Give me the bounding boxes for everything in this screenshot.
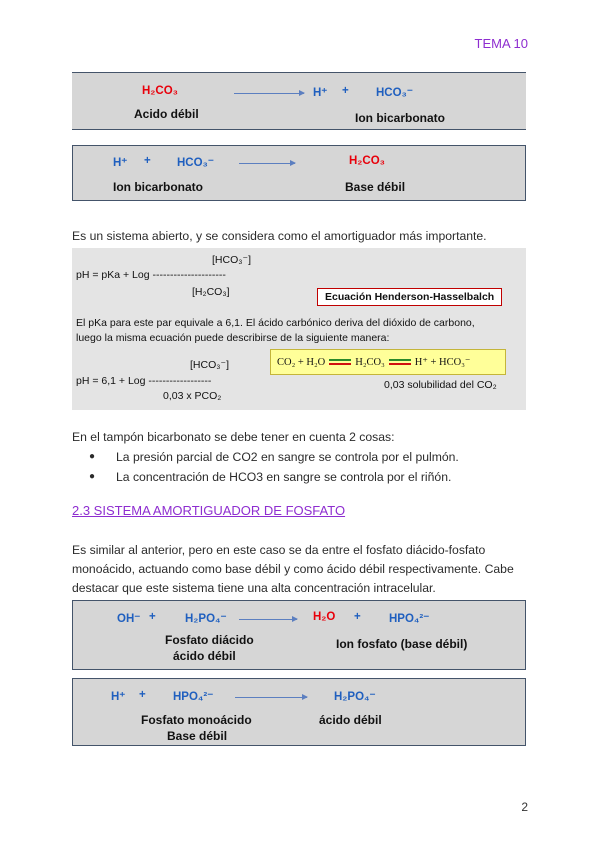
hydrogen-phosphate-formula: HPO₄²⁻ (389, 613, 430, 625)
water-formula: H₂O (313, 611, 336, 623)
dihydrogen-phosphate-label: Fosfato diácido (165, 633, 254, 647)
bicarbonate-ion-label: Ion bicarbonato (355, 111, 445, 125)
section-heading: 2.3 SISTEMA AMORTIGUADOR DE FOSFATO (72, 503, 346, 518)
reaction-arrow (239, 163, 295, 164)
paragraph-bicarbonate-buffer: En el tampón bicarbonato se debe tener en cuenta 2 cosas: (72, 430, 395, 444)
plus-sign: + (149, 611, 156, 623)
hydrogen-ion: H⁺ (313, 87, 328, 99)
equation2-numerator: [HCO₃⁻] (190, 359, 229, 371)
plus-sign: + (139, 689, 146, 701)
reaction-arrow (234, 93, 304, 94)
plus-sign: + (342, 85, 349, 97)
reaction-box-hydrogen-phosphate (72, 678, 526, 746)
co2-equilibrium-box (270, 349, 506, 375)
equation-line: pH = pKa + Log --------------------- (76, 269, 226, 281)
hydrogen-phosphate-formula: HPO₄²⁻ (173, 691, 214, 703)
hydrogen-ion: H⁺ (113, 157, 128, 169)
bicarbonate-ion-label: Ion bicarbonato (113, 180, 203, 194)
equilibrium-intermediate: H₂CO₃ (355, 356, 385, 368)
monohydrogen-phosphate-label: Fosfato monoácido (141, 713, 252, 727)
equilibrium-reactants: CO₂ + H₂O (277, 356, 326, 368)
pka-note-continuation: luego la misma ecuación puede describirse de la siguiente manera: (76, 332, 390, 344)
dihydrogen-phosphate-formula: H₂PO₄⁻ (334, 691, 376, 703)
page-number: 2 (521, 800, 528, 814)
weak-base-label: Base débil (345, 180, 406, 194)
list-item: ● La concentración de HCO3 en sangre se controla por el riñón. (92, 470, 451, 484)
reaction-box-carbonic-acid (72, 72, 526, 130)
h2co3-formula: H₂CO₃ (349, 155, 385, 167)
equation-denominator: [H₂CO₃] (192, 286, 230, 298)
bicarbonate-formula: HCO₃⁻ (376, 87, 413, 99)
reaction-box-dihydrogen-phosphate (72, 600, 526, 670)
henderson-hasselbalch-panel (72, 248, 526, 410)
equation2-denominator: 0,03 x PCO₂ (163, 390, 222, 402)
weak-acid-label: ácido débil (173, 649, 236, 663)
phosphate-ion-label: Ion fosfato (base débil) (336, 637, 468, 651)
equilibrium-products: H⁺ + HCO₃⁻ (414, 357, 471, 368)
h2co3-formula: H₂CO₃ (142, 85, 178, 97)
paragraph-open-system: Es un sistema abierto, y se considera como el amortiguador más importante. (72, 229, 487, 243)
reaction-box-bicarbonate (72, 145, 526, 201)
plus-sign: + (354, 611, 361, 623)
hydrogen-ion: H⁺ (111, 691, 126, 703)
plus-sign: + (144, 155, 151, 167)
weak-acid-label: Acido débil (134, 107, 199, 121)
paragraph-phosphate-line2: monoácido, actuando como base débil y como ácido débil respectivamente. Cabe (72, 562, 514, 576)
paragraph-phosphate-line3: destacar que este sistema tiene una alta concentración intracelular. (72, 581, 436, 595)
dihydrogen-phosphate-formula: H₂PO₄⁻ (185, 613, 227, 625)
reaction-arrow (239, 619, 297, 620)
equation2-line: pH = 6,1 + Log ------------------ (76, 375, 212, 387)
henderson-hasselbalch-title: Ecuación Henderson-Hasselbalch (317, 288, 502, 306)
hydroxide-ion: OH⁻ (117, 613, 141, 625)
list-item: ● La presión parcial de CO2 en sangre se controla por el pulmón. (92, 450, 459, 464)
bicarbonate-formula: HCO₃⁻ (177, 157, 214, 169)
reaction-arrow (235, 697, 307, 698)
paragraph-phosphate-line1: Es similar al anterior, pero en este caso se da entre el fosfato diácido-fosfato (72, 543, 486, 557)
co2-solubility-note: 0,03 solubilidad del CO₂ (384, 379, 497, 391)
weak-base-label: Base débil (167, 729, 228, 743)
weak-acid-label: ácido débil (319, 713, 382, 727)
equilibrium-arrows-icon (389, 358, 411, 366)
equilibrium-arrows-icon (329, 358, 351, 366)
chapter-label: TEMA 10 (474, 36, 528, 51)
pka-note: El pKa para este par equivale a 6,1. El ácido carbónico deriva del dióxido de carbono, (76, 317, 475, 329)
equation-numerator: [HCO₃⁻] (212, 254, 251, 266)
